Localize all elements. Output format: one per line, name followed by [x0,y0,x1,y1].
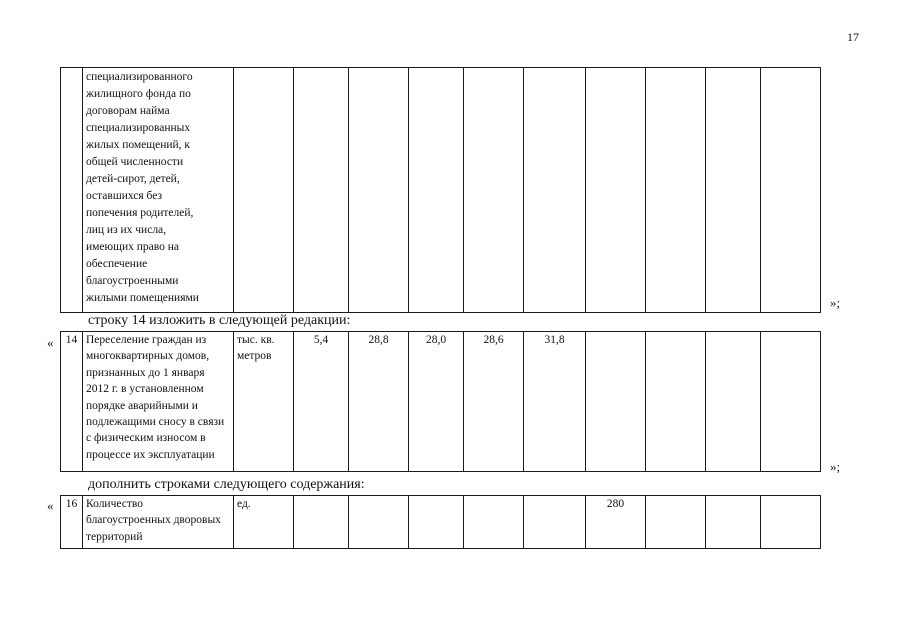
value-cell [349,496,409,549]
value-cell [761,496,821,549]
value-cell [646,496,706,549]
value-cell: 28,8 [349,332,409,472]
description-line: оставшихся без [86,190,163,202]
description-line: специализированного [86,71,193,83]
value-cell [349,68,409,313]
value-cell [464,68,524,313]
table-row [61,496,821,549]
description-line: лиц из их числа, [86,224,167,236]
description-line: договорам найма [86,105,170,117]
description-line: попечения родителей, [86,207,194,219]
value-cell [761,68,821,313]
value-cell: 280 [586,496,646,549]
opening-quote: « [47,498,54,513]
row-number-cell [61,68,83,313]
amendment-instruction: строку 14 изложить в следующей редакции: [88,313,351,328]
unit-cell: тыс. кв. метров [234,332,294,472]
value-cell [706,332,761,472]
closing-quote: »; [830,459,841,474]
value-cell [524,68,586,313]
table-row-16 [60,495,821,549]
value-cell [409,496,464,549]
description-line: детей-сирот, детей, [86,173,180,185]
closing-quote: »; [830,295,841,310]
description-line: благоустроенными [86,275,179,287]
opening-quote: « [47,335,54,350]
value-cell [464,496,524,549]
value-cell [524,496,586,549]
row-number-cell: 16 [61,496,83,549]
table-row [61,68,821,313]
indicator-description-cell: Количество благоустроенных дворовых территорий [83,496,234,549]
description-line: жилыми помещениями [86,292,199,304]
description-line: жилищного фонда по [86,88,191,100]
table-fragment-continuation [60,67,821,313]
description-line: специализированных [86,122,191,134]
description-line: обеспечение [86,258,148,270]
table-row [61,332,821,472]
value-cell [646,332,706,472]
value-cell [761,332,821,472]
value-cell [586,68,646,313]
value-cell: 31,8 [524,332,586,472]
indicator-description-cell: Переселение граждан из многоквартирных домов, признанных до 1 января 2012 г. в установленном порядке аварийными и подлежащими сносу в связи с физическим износом в процессе их эксплуатации [83,332,234,472]
value-cell [409,68,464,313]
value-cell: 5,4 [294,332,349,472]
value-cell [706,496,761,549]
row-number-cell: 14 [61,332,83,472]
value-cell [646,68,706,313]
unit-cell: ед. [234,496,294,549]
value-cell [706,68,761,313]
value-cell: 28,0 [409,332,464,472]
unit-cell [234,68,294,313]
value-cell [294,496,349,549]
amendment-instruction: дополнить строками следующего содержания: [88,477,365,492]
description-line: общей численности [86,156,184,168]
value-cell [294,68,349,313]
description-line: имеющих право на [86,241,180,253]
description-line: жилых помещений, к [86,139,191,151]
page-number: 17 [847,30,859,44]
table-row-14 [60,331,821,472]
value-cell: 28,6 [464,332,524,472]
value-cell [586,332,646,472]
indicator-description-cell [83,68,234,313]
